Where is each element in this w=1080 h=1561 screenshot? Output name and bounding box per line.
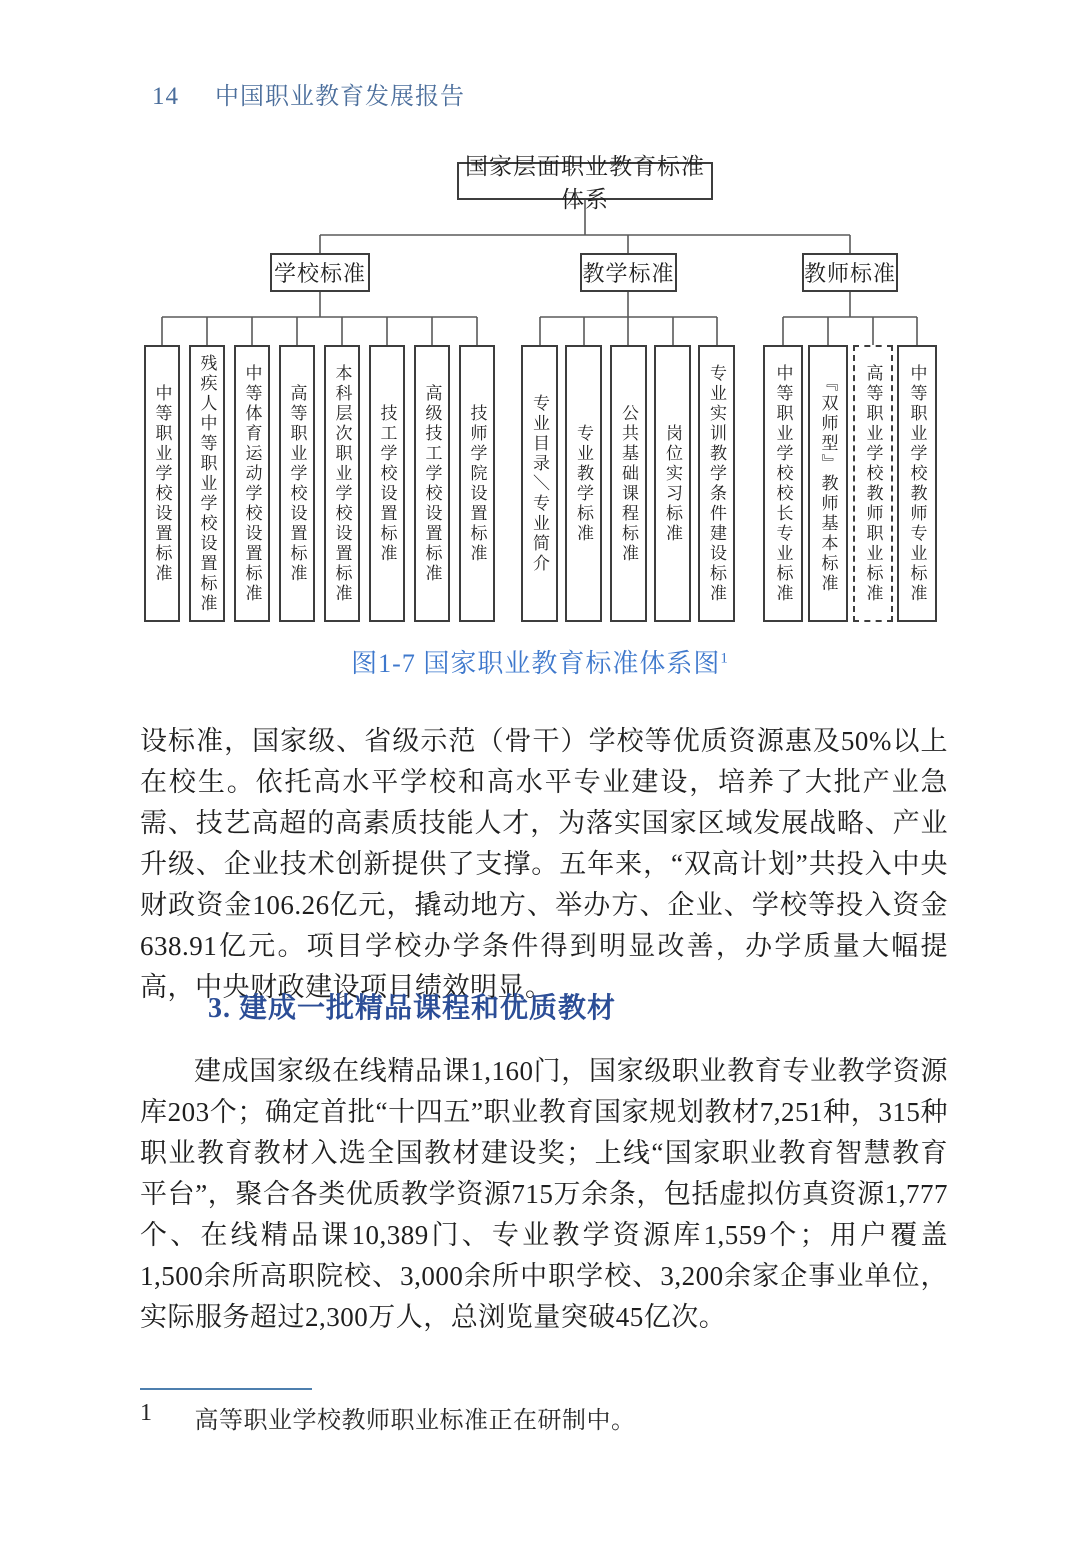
standards-org-chart — [0, 154, 1080, 630]
root-node: 国家层面职业教育标准体系 — [457, 162, 713, 200]
leaf-node: 中等职业学校设置标准 — [144, 345, 180, 622]
section-heading: 3. 建成一批精品课程和优质教材 — [208, 993, 617, 1024]
footnote-reference: 1 — [720, 650, 729, 667]
footnote-text: 高等职业学校教师职业标准正在研制中。 — [194, 1408, 636, 1434]
body-paragraph-1: 设标准，国家级、省级示范（骨干）学校等优质资源惠及50%以上在校生。依托高水平学校和高水平专业建设，培养了大批产业急需、技艺高超的高素质技能人才，为落实国家区域发展战略、产业升级、企业技术创新提供了支撑。五年来，“双高计划”共投入中央财政资金106.26亿元，撬动地方、举办方、企业、学校等投入资金638.91亿元。项目学校办学条件得到明显改善，办学质量大幅提高，中央财政建设项目绩效明显。 — [140, 726, 948, 1002]
leaf-node: 本科层次职业学校设置标准 — [324, 345, 360, 622]
leaf-node: 残疾人中等职业学校设置标准 — [189, 345, 225, 622]
leaf-node: 技师学院设置标准 — [459, 345, 495, 622]
leaf-node: 『双师型』教师基本标准 — [808, 345, 848, 622]
group-node-teaching: 教学标准 — [580, 253, 677, 292]
leaf-node: 岗位实习标准 — [654, 345, 691, 622]
leaf-node: 中等职业学校校长专业标准 — [763, 345, 803, 622]
group-node-school: 学校标准 — [270, 253, 370, 292]
leaf-node: 高级技工学校设置标准 — [414, 345, 450, 622]
leaf-node: 中等体育运动学校设置标准 — [234, 345, 270, 622]
footnote-number: 1 — [140, 1400, 153, 1426]
leaf-node: 公共基础课程标准 — [610, 345, 647, 622]
group-node-teacher: 教师标准 — [802, 253, 898, 292]
leaf-node: 中等职业学校教师专业标准 — [897, 345, 937, 622]
footnote-divider — [140, 1388, 312, 1390]
figure-caption: 图1-7 国家职业教育标准体系图$^1$ — [351, 649, 729, 678]
leaf-node: 专业目录＼专业简介 — [521, 345, 558, 622]
leaf-node: 高等职业学校设置标准 — [279, 345, 315, 622]
body-paragraph-2: 建成国家级在线精品课1,160门，国家级职业教育专业教学资源库203个；确定首批“十四五”职业教育国家规划教材7,251种，315种职业教育教材入选全国教材建设奖；上线“国家职业教育智慧教育平台”，聚合各类优质教学资源715万余条，包括虚拟仿真资源1,777个、在线精品课10,389门、专业教学资源库1,559个；用户覆盖1,500余所高职院校、3,000余所中职学校、3,200余家企事业单位，实际服务超过2,300万人，总浏览量突破45亿次。 — [140, 1056, 948, 1332]
leaf-node: 专业实训教学条件建设标准 — [698, 345, 735, 622]
page-number: 14 — [152, 83, 179, 110]
running-header — [152, 76, 465, 111]
leaf-node: 技工学校设置标准 — [369, 345, 405, 622]
footnote — [140, 1400, 948, 1435]
running-title: 中国职业教育发展报告 — [215, 84, 465, 110]
leaf-node: 专业教学标准 — [565, 345, 602, 622]
leaf-node-in-development: 高等职业学校教师职业标准 — [853, 345, 893, 622]
